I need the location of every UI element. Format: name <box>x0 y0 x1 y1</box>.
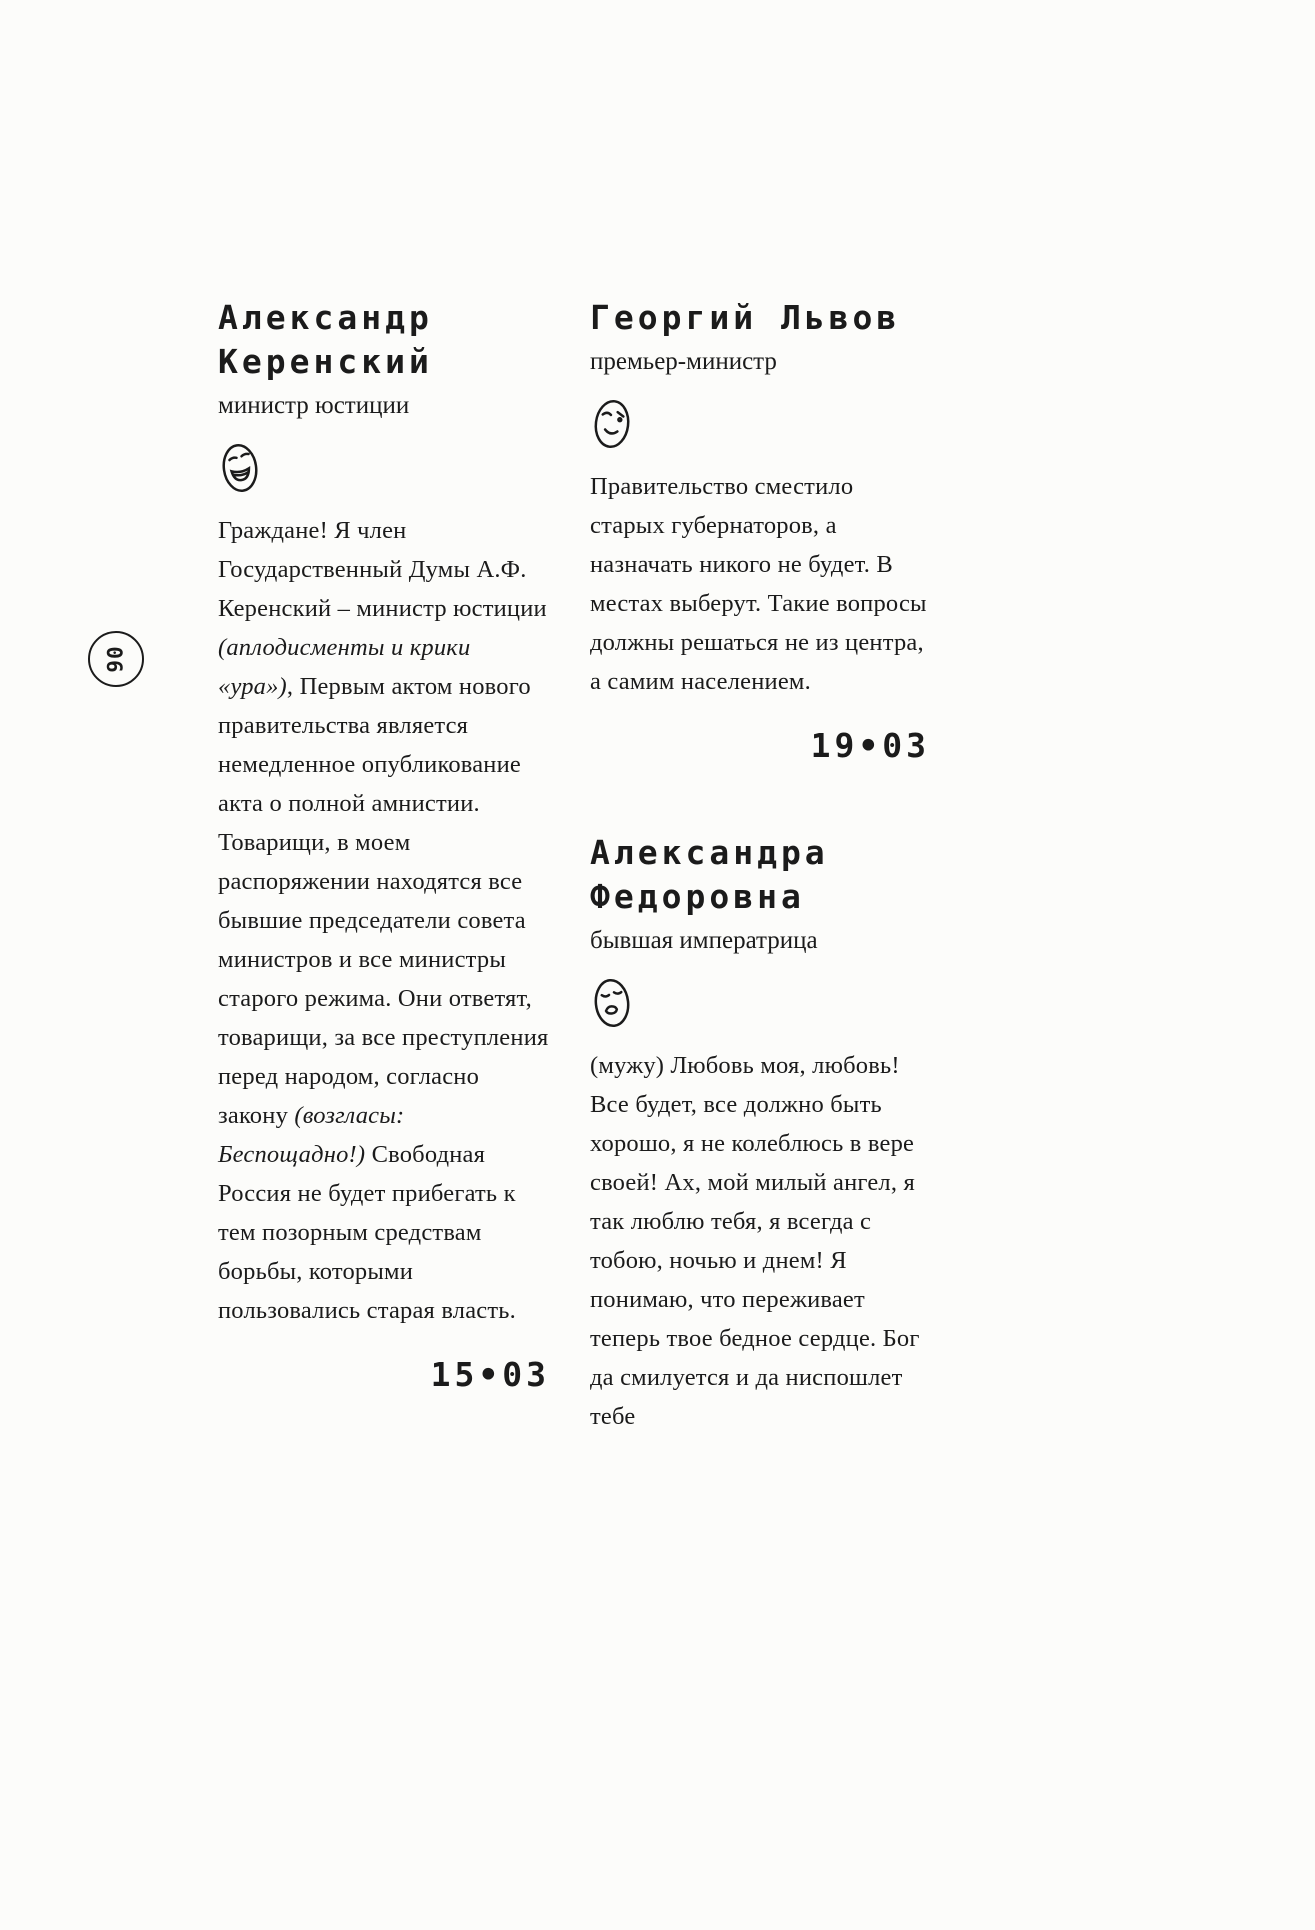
left-column <box>218 296 550 1394</box>
quote-text: Правительство сместило старых губернаторов, а назначать никого не будет. В местах выберут. Такие вопросы должны решаться не из центра, а самим населением. <box>590 473 927 695</box>
speaker-name <box>590 831 930 919</box>
speaker-name-line: Георгий Львов <box>590 298 901 337</box>
page-number: 90 <box>103 645 128 673</box>
post-kerensky <box>218 296 550 1394</box>
right-column <box>590 296 930 1460</box>
speaker-role: премьер-министр <box>590 348 777 375</box>
speaker-name-line: Александра <box>590 832 829 872</box>
quote-text: (мужу) Любовь моя, любовь! Все будет, все должно быть хорошо, я не колеблюсь в вере своей! Ах, мой милый ангел, я так люблю тебя, я всегда с тобою, ночью и днем! Я понимаю, что переживает теперь твое бедное сердце. Бог да смилуется и да ниспошлет тебе <box>590 1051 920 1430</box>
speaker-name-line: Александр <box>218 298 433 337</box>
worried-face-icon <box>590 976 930 1030</box>
speaker-name-line: Керенский <box>218 342 433 381</box>
winking-face-icon <box>590 397 930 451</box>
laughing-face-icon <box>218 441 550 495</box>
post-date: 15•03 <box>430 1354 550 1394</box>
speaker-name <box>218 296 550 384</box>
post-alexandra <box>590 831 930 1436</box>
post-lvov <box>590 296 930 765</box>
post-date: 19•03 <box>810 725 930 765</box>
speaker-name <box>590 296 930 340</box>
speaker-name-line: Федоровна <box>590 876 805 916</box>
page-number-medallion <box>88 631 144 687</box>
speaker-role: министр юстиции <box>218 392 410 419</box>
quote-text: Граждане! Я член Государственный Думы А.Ф. Керенский – министр юстиции (аплодисменты и крики «ура»), Первым актом нового правительства является немедленное опубликование акта о полной амнистии. Товарищи, в моем распоряжении находятся все бывшие председатели совета министров и все министры старого режима. Они ответят, товарищи, за все преступления перед народом, согласно закону (возгласы: Беспощадно!) Свободная Россия не будет прибегать к тем позорным средствам борьбы, которыми пользовались старая власть. <box>218 517 549 1324</box>
speaker-role: бывшая императрица <box>590 926 818 954</box>
